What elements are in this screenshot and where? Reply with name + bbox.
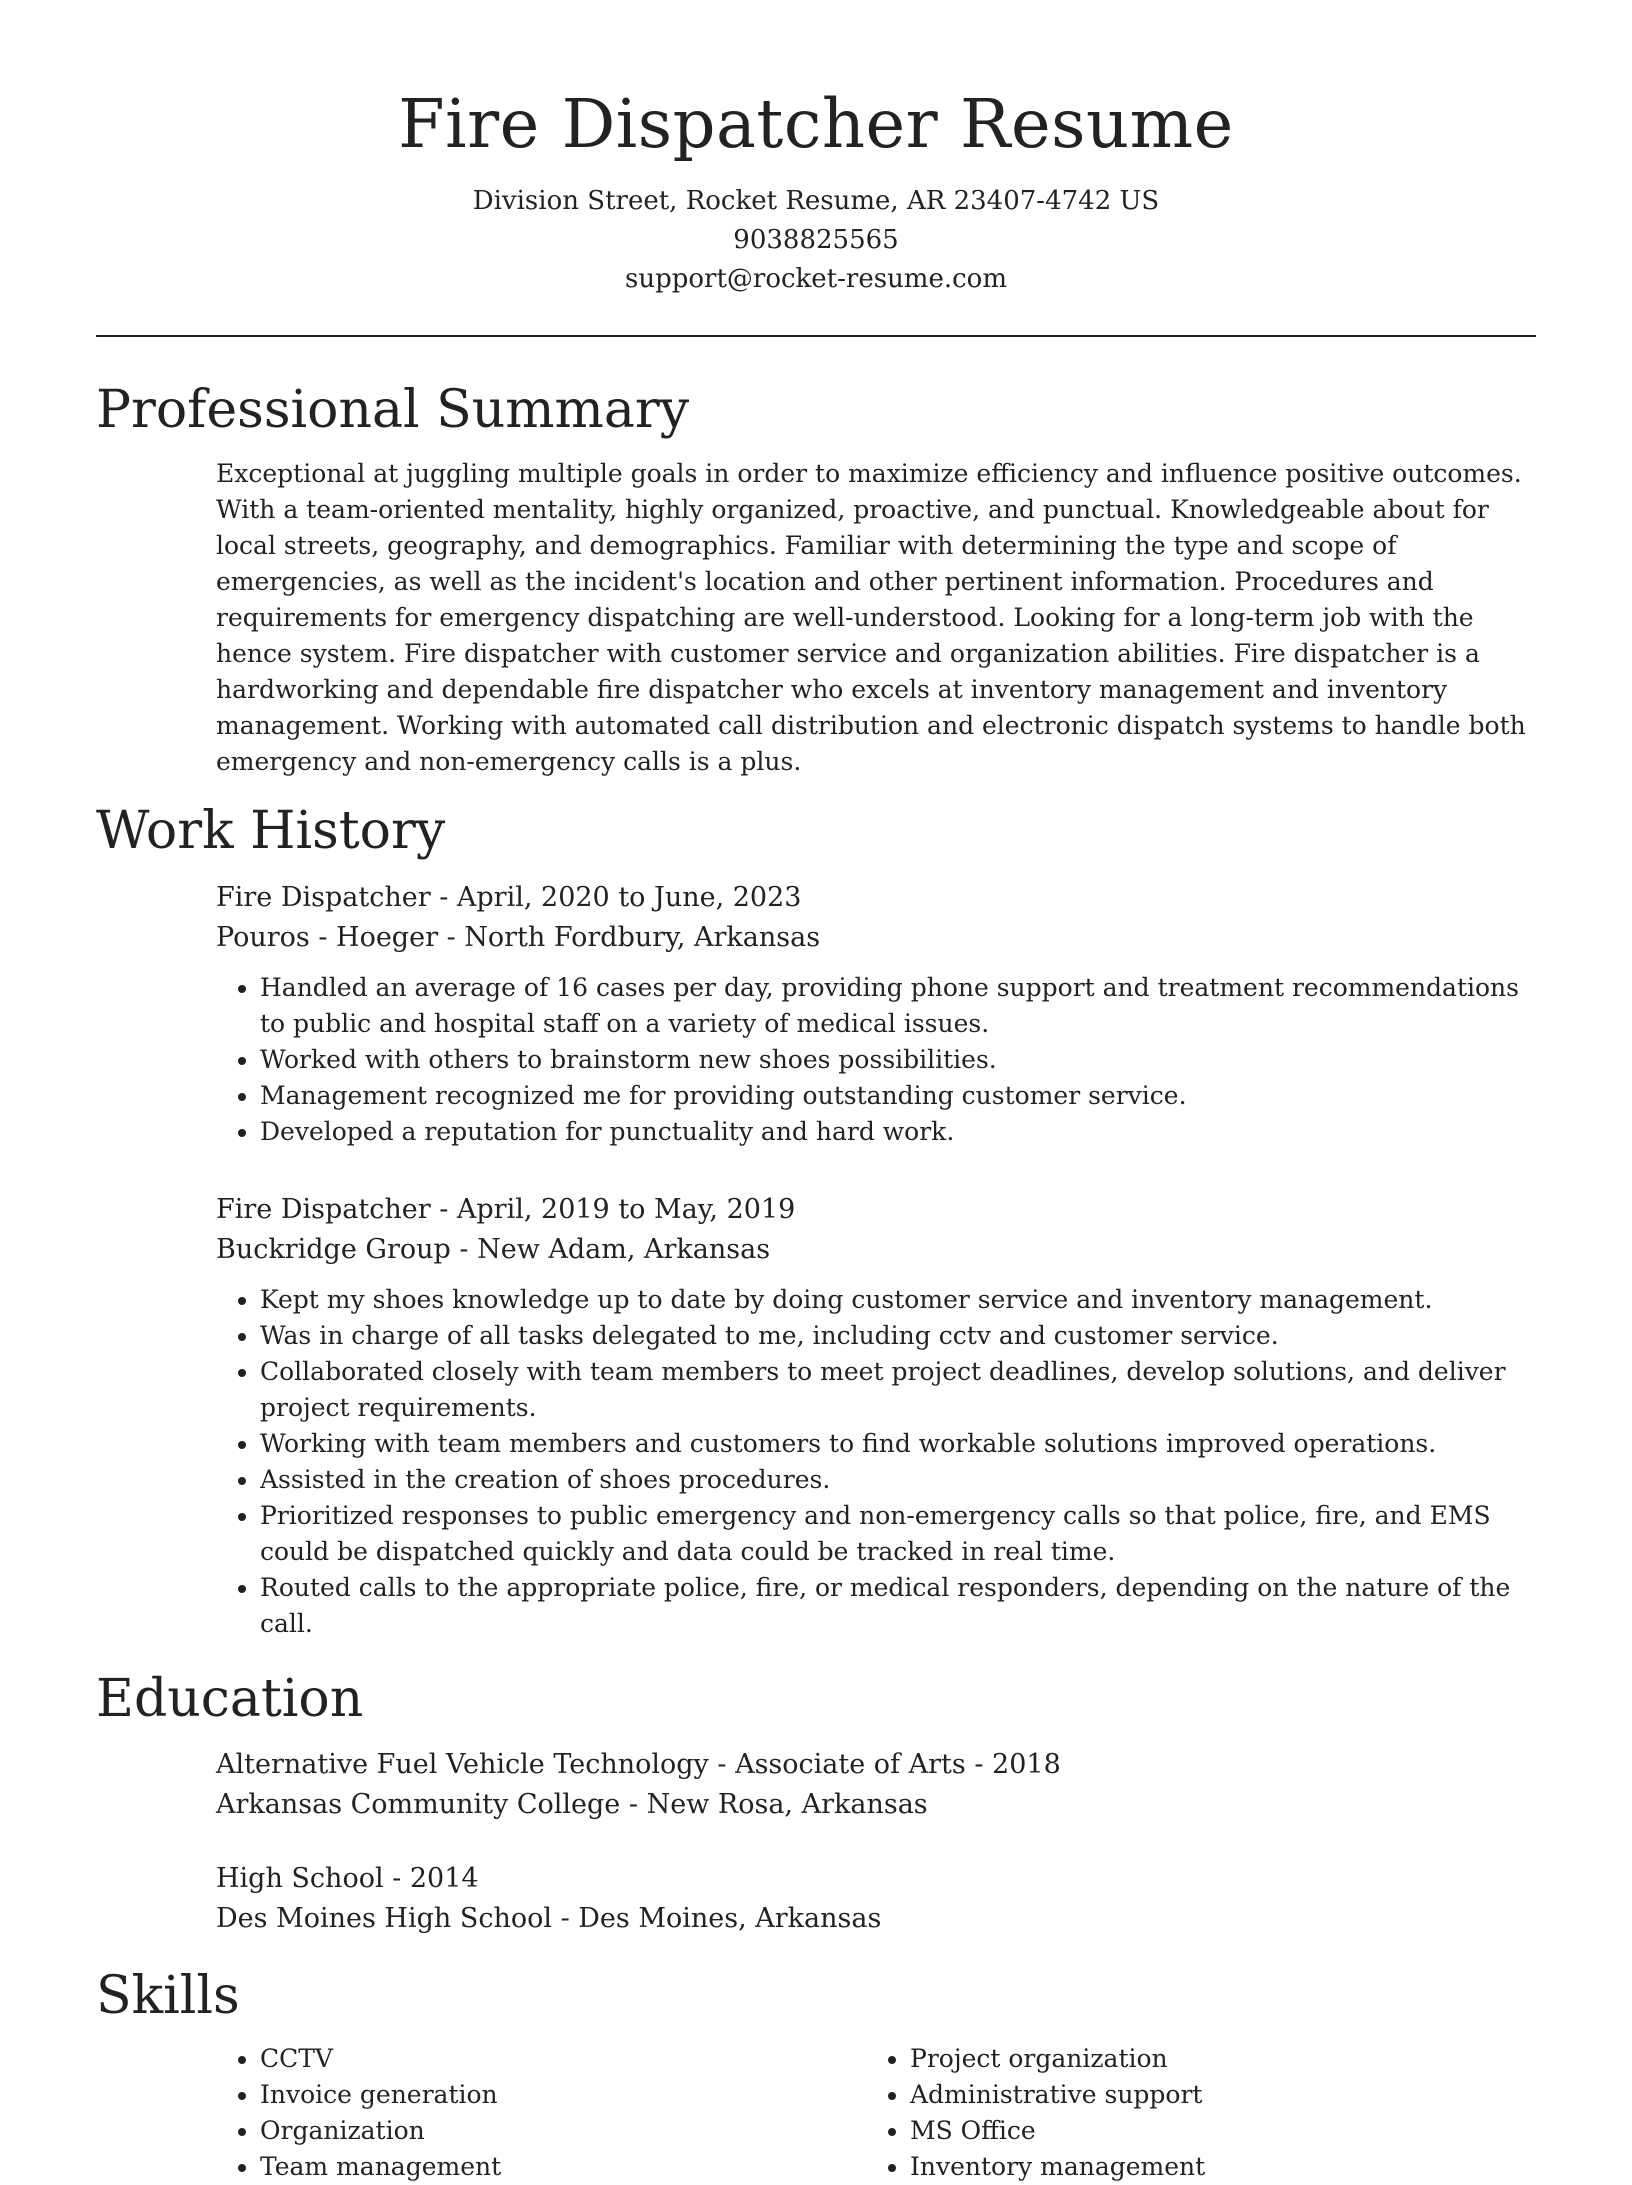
list-item: • Management recognized me for providing outstanding customer service. (260, 1078, 1536, 1114)
education-school: Arkansas Community College (216, 1788, 621, 1820)
job-title-line (216, 878, 1536, 918)
contact-phone: 9038825565 (733, 225, 899, 256)
education-heading: Education (96, 1669, 364, 1730)
education-year: - 2018 (965, 1748, 1061, 1780)
list-item: • Worked with others to brainstorm new shoes possibilities. (260, 1042, 1536, 1078)
list-item: • Administrative support (910, 2077, 1516, 2113)
job-company-line (216, 1230, 1536, 1270)
list-item: • Project organization (910, 2041, 1516, 2077)
job-bullets (216, 1282, 1536, 1642)
list-item: • Handled an average of 16 cases per day, providing phone support and treatment recommendations to public and hospital staff on a variety of medical issues. (260, 970, 1536, 1042)
list-item: • Developed a reputation for punctuality and hard work. (260, 1114, 1536, 1150)
job-position: Fire Dispatcher (216, 1194, 431, 1226)
list-item: • Was in charge of all tasks delegated to me, including cctv and customer service. (260, 1318, 1536, 1354)
education-section (96, 1668, 1536, 1938)
list-item: • MS Office (910, 2113, 1516, 2149)
list-item: • Assisted in the creation of shoes procedures. (260, 1462, 1536, 1498)
education-location: - New Rosa, Arkansas (620, 1788, 928, 1820)
summary-text: Exceptional at juggling multiple goals in order to maximize efficiency and influence positive outcomes. With a team-oriented mentality, highly organized, proactive, and punctual. Knowledgeable about for local streets, geography, and demographics. Familiar with determining the type and scope of emergencies, as well as the incident's location and other pertinent information. Procedures and requirements for emergency dispatching are well-understood. Looking for a long-term job with the hence system. Fire dispatcher with customer service and organization abilities. Fire dispatcher is a hardworking and dependable fire dispatcher who excels at inventory management and inventory management. Working with automated call distribution and electronic dispatch systems to handle both emergency and non-emergency calls is a plus. (216, 458, 1526, 776)
resume-header (96, 0, 1536, 299)
job-dates: - April, 2019 to May, 2019 (430, 1194, 796, 1226)
resume-title: Fire Dispatcher Resume (398, 85, 1234, 163)
job-company: Pouros - Hoeger (216, 922, 438, 954)
education-entry (216, 1745, 1536, 1825)
education-degree: Alternative Fuel Vehicle Technology - Associate of Arts (216, 1748, 966, 1780)
education-school-line (216, 1899, 1536, 1939)
job-dates: - April, 2020 to June, 2023 (430, 882, 802, 914)
skills-column-right (866, 2041, 1516, 2185)
list-item: • Collaborated closely with team members to meet project deadlines, develop solutions, and deliver project requirements. (260, 1354, 1536, 1426)
list-item: • Organization (260, 2113, 866, 2149)
list-item: • Routed calls to the appropriate police, fire, or medical responders, depending on the nature of the call. (260, 1570, 1536, 1642)
header-divider (96, 335, 1536, 337)
skills-column-left (216, 2041, 866, 2185)
education-year: - 2014 (383, 1862, 479, 1894)
job-company-line (216, 918, 1536, 958)
list-item: • CCTV (260, 2041, 866, 2077)
education-degree-line (216, 1859, 1536, 1899)
contact-address: Division Street, Rocket Resume, AR 23407-4742 US (472, 186, 1160, 217)
work-history-heading: Work History (96, 800, 446, 861)
list-item: • Team management (260, 2149, 866, 2185)
education-degree-line (216, 1745, 1536, 1785)
education-location: - Des Moines, Arkansas (552, 1902, 882, 1934)
job-company: Buckridge Group (216, 1234, 451, 1266)
list-item: • Invoice generation (260, 2077, 866, 2113)
job-title-line (216, 1190, 1536, 1230)
skills-section (96, 1965, 1536, 2185)
job-entry (216, 1190, 1536, 1642)
list-item: • Kept my shoes knowledge up to date by doing customer service and inventory management. (260, 1282, 1536, 1318)
list-item: • Inventory management (910, 2149, 1516, 2185)
summary-heading: Professional Summary (96, 380, 690, 441)
education-school: Des Moines High School (216, 1902, 552, 1934)
job-location: - North Fordbury, Arkansas (437, 922, 821, 954)
summary-section (96, 379, 1536, 779)
education-school-line (216, 1785, 1536, 1825)
job-bullets (216, 970, 1536, 1150)
skills-heading: Skills (96, 1965, 240, 2026)
list-item: • Working with team members and customers to find workable solutions improved operations. (260, 1426, 1536, 1462)
skills-grid (216, 2041, 1536, 2185)
job-entry (216, 878, 1536, 1150)
job-location: - New Adam, Arkansas (450, 1234, 771, 1266)
education-degree: High School (216, 1862, 384, 1894)
job-position: Fire Dispatcher (216, 882, 431, 914)
list-item: • Prioritized responses to public emergency and non-emergency calls so that police, fire, and EMS could be dispatched quickly and data could be tracked in real time. (260, 1498, 1536, 1570)
education-entry (216, 1859, 1536, 1939)
contact-email: support@rocket-resume.com (624, 264, 1007, 295)
work-history-section (96, 800, 1536, 1642)
